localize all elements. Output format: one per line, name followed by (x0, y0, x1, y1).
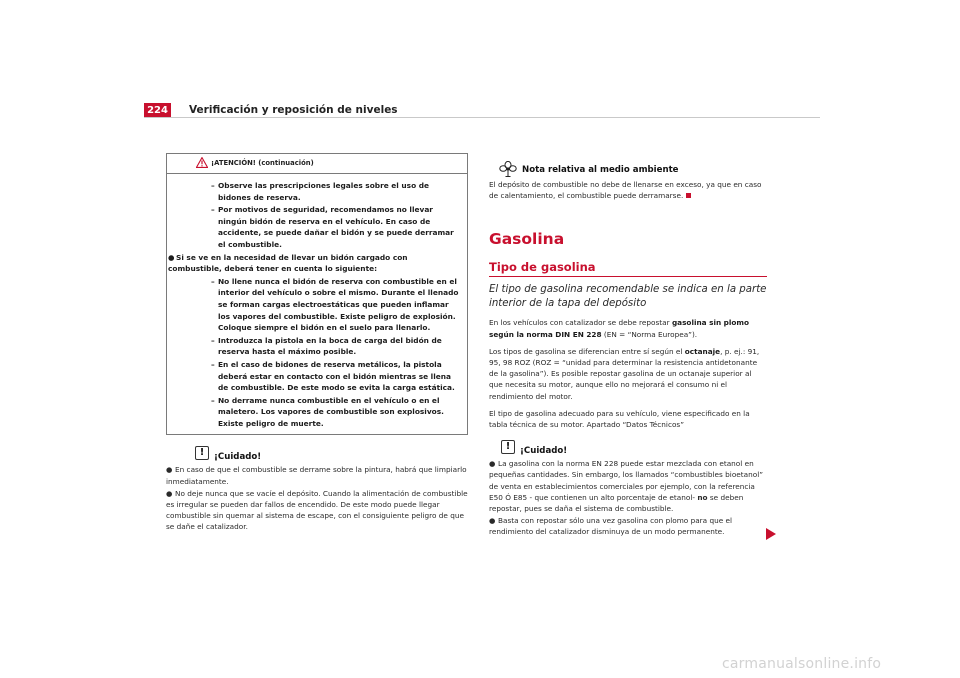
right-column (489, 161, 767, 539)
warning-item: – Introduzca la pistola en la boca de carga del bidón de reserva hasta el máximo posible. (211, 335, 442, 357)
warning-item: – No derrame nunca combustible en el vehículo o en el maletero. Los vapores de combustible son explosivos. Existe peligro de muerte. (211, 395, 444, 428)
end-of-section-marker (686, 193, 691, 198)
warning-item: – En el caso de bidones de reserva metálicos, la pistola deberá estar en contacto con el bidón mientras se llena de combustible. De este modo se evita la carga estática. (211, 359, 455, 393)
header-rule (144, 117, 820, 118)
page-number: 224 (144, 103, 171, 118)
caution-label: ¡Cuidado! (520, 446, 568, 457)
section-subheading: Tipo de gasolina (489, 260, 767, 277)
caution-item: ● En caso de que el combustible se derrame sobre la pintura, habrá que limpiarlo inmediatamente. (166, 465, 467, 486)
environment-note-text: El depósito de combustible no debe de llenarse en exceso, ya que en caso de calentamiento, el combustible puede derramarse. (489, 180, 762, 201)
page-title: Verificación y reposición de niveles (189, 104, 398, 116)
paragraph: Los tipos de gasolina se diferencian entre sí según el octanaje, p. ej.: 91, 95, 98 ROZ (ROZ = “unidad para determinar la resistencia antidetonante de la gasolina”). Es posible repostar gasolina de un octanaje superior al que necesita su motor, aunque ello no mejorará el consumo ni el rendimiento del motor. (489, 346, 760, 401)
section-heading: Gasolina (489, 230, 565, 249)
environment-note-title: Nota relativa al medio ambiente (522, 165, 679, 175)
next-page-arrow-icon[interactable] (766, 528, 776, 540)
caution-label: ¡Cuidado! (214, 452, 262, 463)
warning-box-body (167, 174, 467, 434)
caution-heading (166, 446, 469, 464)
caution-item: ● No deje nunca que se vacíe el depósito. Cuando la alimentación de combustible es irregular se pueden dar fallos de encendido. De este modo puede llegar combustible sin quemar al sistema de escape, con el consiguiente peligro de que se dañe el catalizador. (166, 488, 468, 532)
warning-triangle-icon (196, 157, 208, 168)
caution-heading (489, 440, 767, 458)
warning-box-header (167, 154, 467, 174)
caution-item: ● Basta con repostar sólo una vez gasolina con plomo para que el rendimiento del catalizador disminuya de un modo permanente. (489, 516, 733, 537)
environment-flower-icon (499, 161, 517, 177)
paragraph: El tipo de gasolina adecuado para su vehículo, viene especificado en la tabla técnica de su motor. Apartado “Datos Técnicos” (489, 408, 750, 430)
warning-item: – Observe las prescripciones legales sobre el uso de bidones de reserva. (211, 181, 430, 202)
warning-box-label: ¡ATENCIÓN! (continuación) (211, 159, 314, 167)
warning-item: – Por motivos de seguridad, recomendamos no llevar ningún bidón de reserva en el vehículo. En caso de accidente, se puede dañar el bidón y se puede derramar el combustible. (211, 205, 454, 249)
caution-icon: ! (195, 446, 209, 460)
warning-item: – No llene nunca el bidón de reserva con combustible en el interior del vehículo o sobre el mismo. Durante el llenado se forman cargas electroestáticas que pueden inflamar los vapores del combustible. Existe peligro de explosión. Coloque siempre el bidón en el suelo para llenarlo. (211, 276, 459, 333)
section-lead: El tipo de gasolina recomendable se indica en la parte interior de la tapa del depósito (489, 284, 767, 310)
watermark: carmanualsonline.info (722, 656, 882, 672)
caution-item: ● La gasolina con la norma EN 228 puede estar mezclada con etanol en pequeñas cantidades. Sin embargo, los llamados “combustibles bioetanol” de venta en establecimientos comerciales por ejemplo, con la referencia E50 Ó E85 - que contienen un alto porcentaje de etanol- no se deben repostar, pues se daña el sistema de combustible. (489, 459, 764, 514)
warning-box (166, 153, 468, 435)
environment-note-heading (489, 161, 767, 179)
paragraph: En los vehículos con catalizador se debe repostar gasolina sin plomo según la norma DIN EN 228 (EN = “Norma Europea”). (489, 318, 750, 339)
caution-icon: ! (501, 440, 515, 454)
warning-item: ● Si se ve en la necesidad de llevar un bidón cargado con combustible, deberá tener en cuenta lo siguiente: (168, 252, 408, 274)
left-column (166, 153, 469, 534)
